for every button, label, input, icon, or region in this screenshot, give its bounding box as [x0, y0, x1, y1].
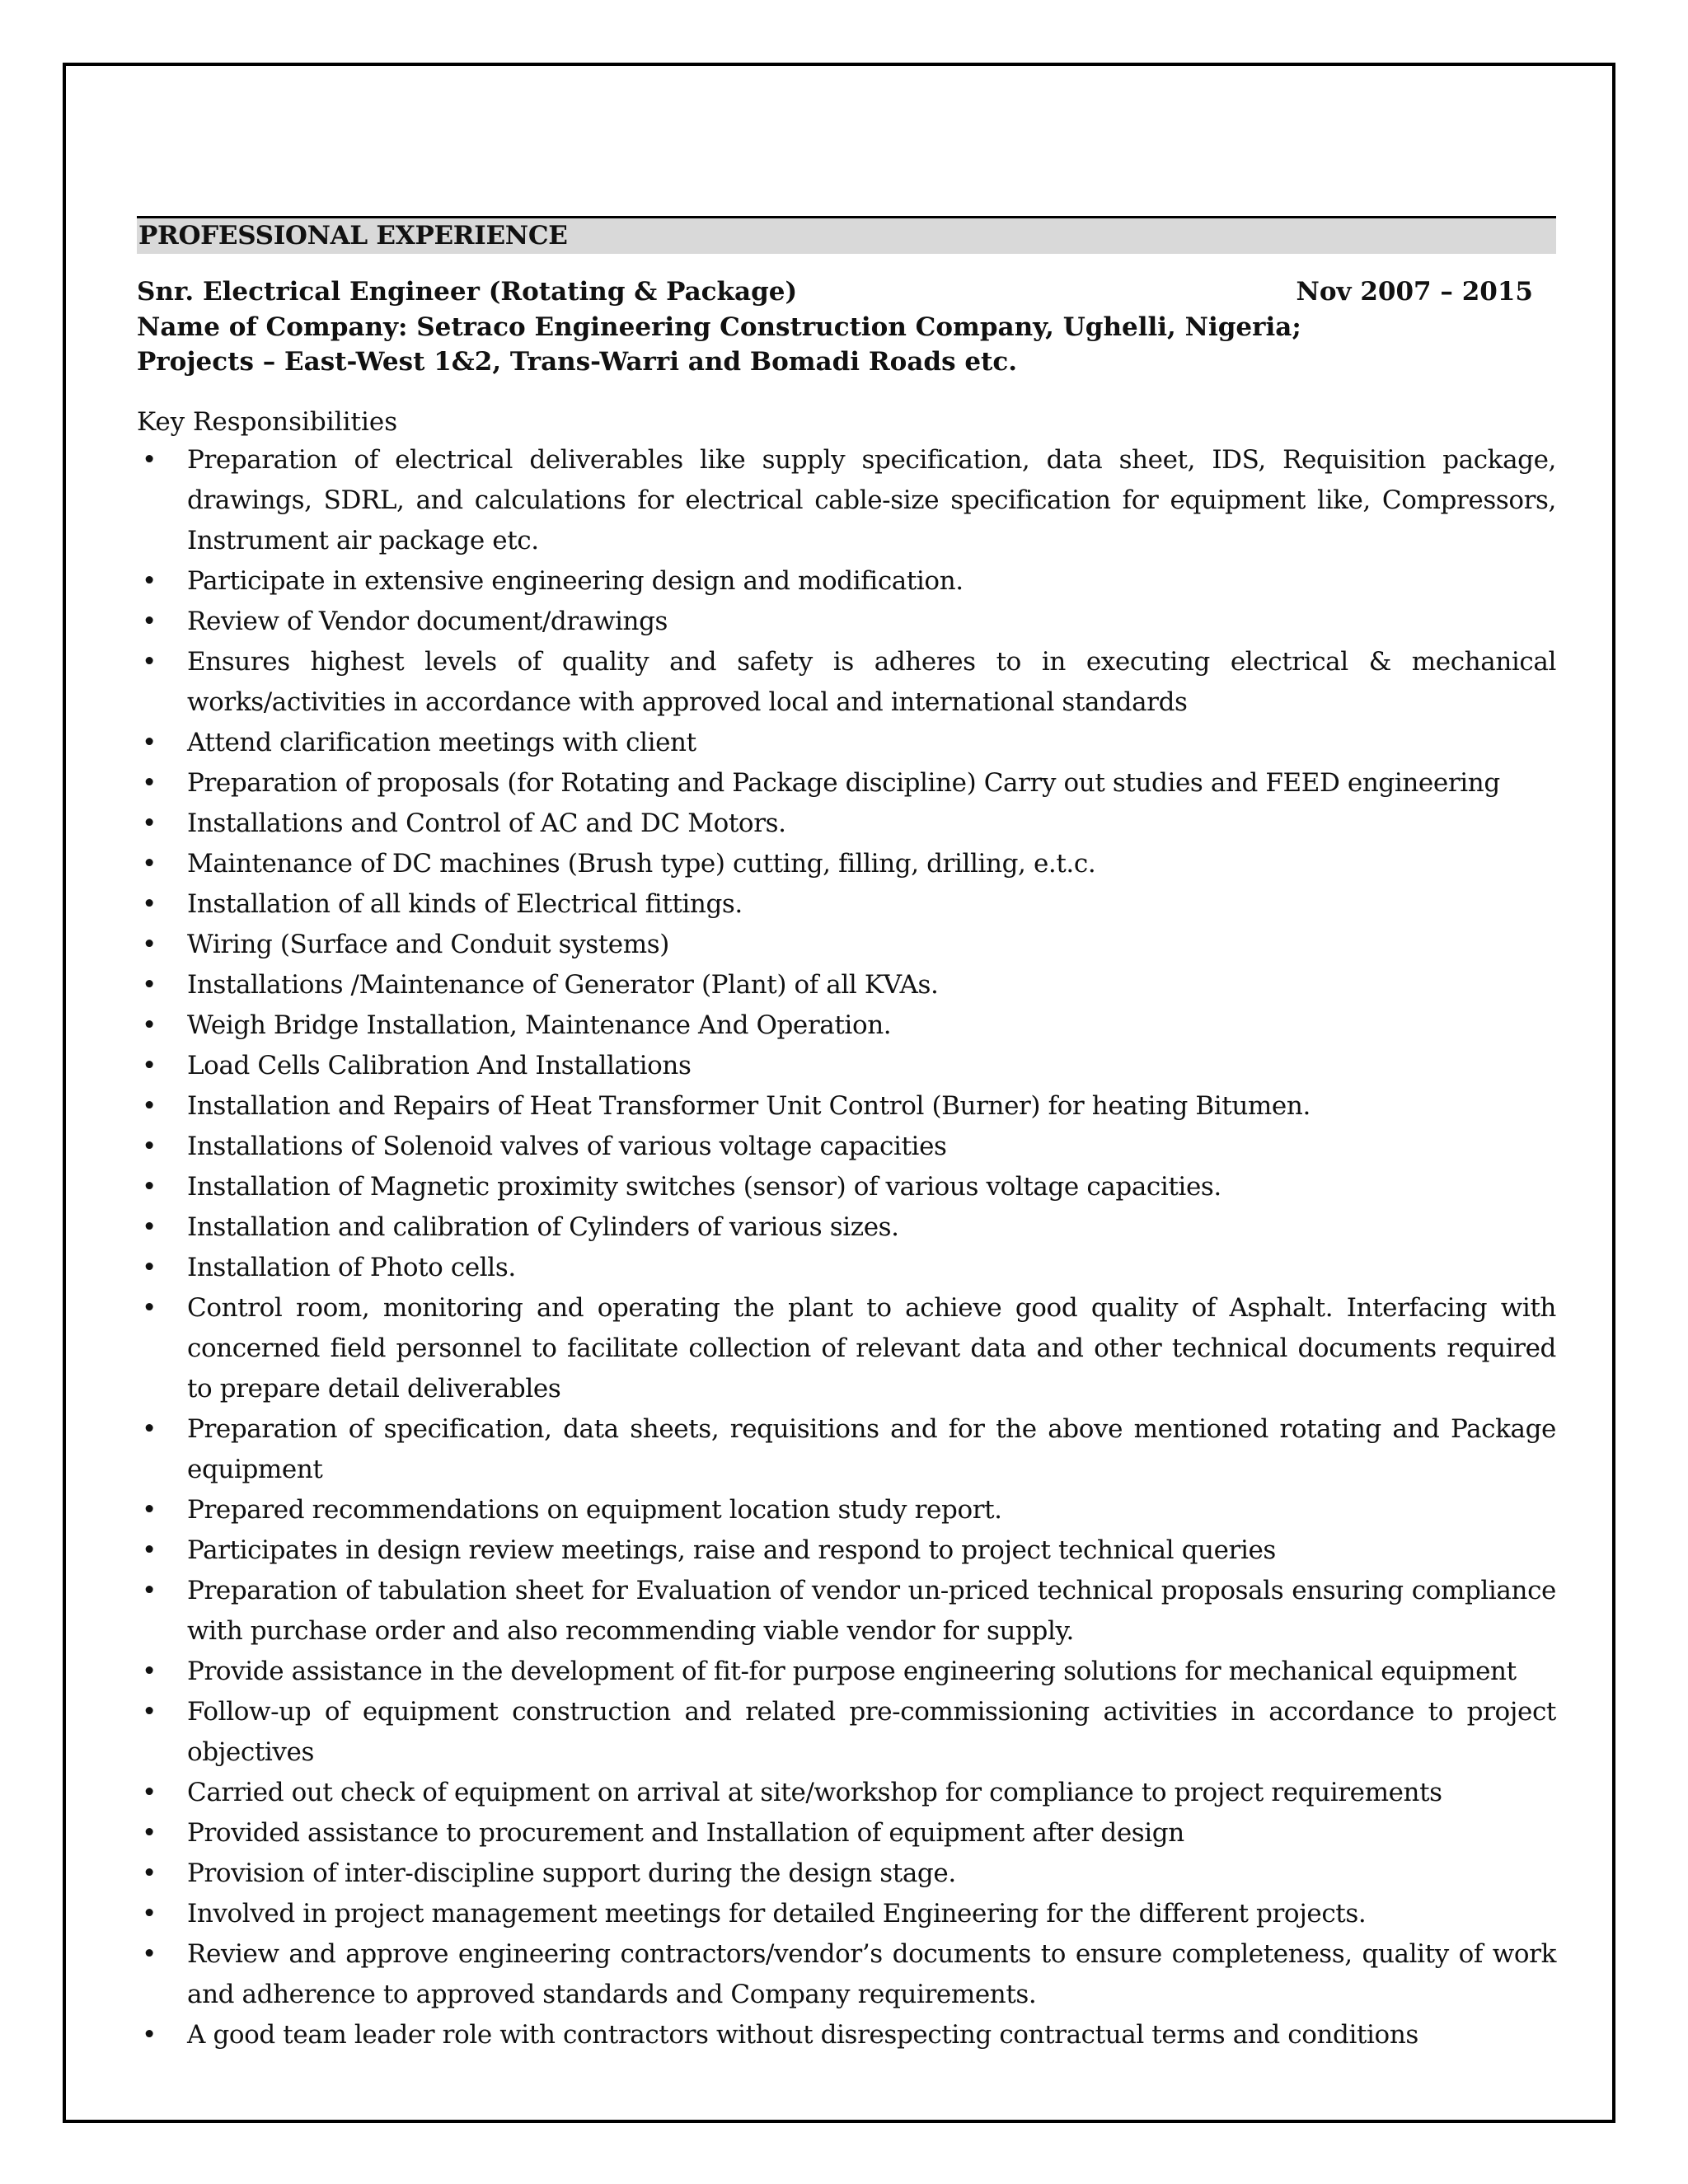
- bullet-icon: •: [142, 1132, 157, 1161]
- responsibility-text: Review of Vendor document/drawings: [187, 607, 668, 636]
- responsibility-item: [137, 561, 1556, 602]
- responsibility-text: Installation of all kinds of Electrical fittings.: [187, 889, 743, 919]
- responsibility-text: Review and approve engineering contractors/vendor’s documents to ensure completeness, quality of work and adherence to approved standards and Company requirements.: [187, 1939, 1556, 2009]
- responsibility-text: Preparation of electrical deliverables like supply specification, data sheet, IDS, Requisition package, drawings, SDRL, and calculations for electrical cable-size specification for equipment like, Compressors, Instrument air package etc.: [187, 445, 1556, 555]
- responsibility-item: [137, 642, 1556, 723]
- responsibility-text: Provision of inter-discipline support during the design stage.: [187, 1858, 956, 1888]
- bullet-icon: •: [142, 647, 157, 677]
- bullet-icon: •: [142, 1576, 157, 1605]
- responsibility-text: Load Cells Calibration And Installations: [187, 1051, 692, 1080]
- responsibilities-list: [137, 440, 1556, 2055]
- responsibility-text: Control room, monitoring and operating the plant to achieve good quality of Asphalt. Interfacing with concerned field personnel to facilitate collection of relevant data and other technical documents required to prepare detail deliverables: [187, 1293, 1556, 1404]
- responsibility-text: Installations of Solenoid valves of various voltage capacities: [187, 1132, 947, 1161]
- responsibility-item: [137, 440, 1556, 561]
- responsibility-text: Provide assistance in the development of fit-for purpose engineering solutions for mechanical equipment: [187, 1657, 1517, 1686]
- bullet-icon: •: [142, 849, 157, 879]
- responsibility-text: Prepared recommendations on equipment location study report.: [187, 1495, 1002, 1525]
- responsibility-text: Preparation of specification, data sheets, requisitions and for the above mentioned rotating and Package equipment: [187, 1414, 1556, 1484]
- bullet-icon: •: [142, 1697, 157, 1727]
- bullet-icon: •: [142, 930, 157, 959]
- responsibility-item: [137, 804, 1556, 844]
- projects-line: Projects – East-West 1&2, Trans-Warri and Bomadi Roads etc.: [137, 347, 1018, 377]
- responsibility-item: [137, 1167, 1556, 1207]
- bullet-icon: •: [142, 1778, 157, 1807]
- responsibility-item: [137, 1773, 1556, 1813]
- responsibility-item: [137, 1207, 1556, 1248]
- bullet-icon: •: [142, 1010, 157, 1040]
- responsibility-item: [137, 1652, 1556, 1692]
- responsibility-text: Installation and Repairs of Heat Transformer Unit Control (Burner) for heating Bitumen.: [187, 1091, 1311, 1121]
- responsibility-text: Participate in extensive engineering design and modification.: [187, 566, 964, 596]
- responsibility-item: [137, 1571, 1556, 1652]
- responsibility-text: Weigh Bridge Installation, Maintenance And Operation.: [187, 1010, 892, 1040]
- responsibility-text: Preparation of proposals (for Rotating and Package discipline) Carry out studies and FEED engineering: [187, 768, 1500, 798]
- responsibility-item: [137, 723, 1556, 763]
- responsibility-item: [137, 1248, 1556, 1288]
- responsibility-item: [137, 1894, 1556, 1934]
- responsibility-item: [137, 602, 1556, 642]
- responsibility-item: [137, 1490, 1556, 1530]
- responsibility-item: [137, 1934, 1556, 2015]
- responsibility-item: [137, 763, 1556, 804]
- responsibility-text: Installations and Control of AC and DC Motors.: [187, 808, 786, 838]
- responsibility-item: [137, 884, 1556, 925]
- responsibility-text: Participates in design review meetings, raise and respond to project technical queries: [187, 1535, 1276, 1565]
- responsibility-item: [137, 1530, 1556, 1571]
- responsibility-text: Follow-up of equipment construction and related pre-commissioning activities in accordance to project objectives: [187, 1697, 1556, 1767]
- responsibility-text: Installation of Photo cells.: [187, 1253, 516, 1282]
- responsibility-item: [137, 1288, 1556, 1409]
- responsibility-item: [137, 1854, 1556, 1894]
- responsibility-item: [137, 2015, 1556, 2055]
- bullet-icon: •: [142, 1818, 157, 1848]
- responsibility-item: [137, 1005, 1556, 1046]
- responsibility-item: [137, 1692, 1556, 1773]
- bullet-icon: •: [142, 607, 157, 636]
- bullet-icon: •: [142, 1212, 157, 1242]
- bullet-icon: •: [142, 1051, 157, 1080]
- section-title: PROFESSIONAL EXPERIENCE: [137, 216, 1556, 254]
- bullet-icon: •: [142, 1414, 157, 1444]
- responsibility-text: Provided assistance to procurement and Installation of equipment after design: [187, 1818, 1184, 1848]
- bullet-icon: •: [142, 566, 157, 596]
- responsibility-item: [137, 965, 1556, 1005]
- responsibility-item: [137, 925, 1556, 965]
- responsibility-text: Carried out check of equipment on arrival at site/workshop for compliance to project requirements: [187, 1778, 1442, 1807]
- bullet-icon: •: [142, 1535, 157, 1565]
- job-dates: Nov 2007 – 2015: [1296, 277, 1533, 307]
- responsibility-item: [137, 1127, 1556, 1167]
- responsibility-text: Wiring (Surface and Conduit systems): [187, 930, 669, 959]
- responsibilities-heading: Key Responsibilities: [137, 407, 398, 437]
- responsibility-text: Ensures highest levels of quality and safety is adheres to in executing electrical & mechanical works/activities in accordance with approved local and international standards: [187, 647, 1556, 717]
- bullet-icon: •: [142, 1253, 157, 1282]
- bullet-icon: •: [142, 1939, 157, 1969]
- responsibility-item: [137, 1046, 1556, 1086]
- responsibility-item: [137, 844, 1556, 884]
- bullet-icon: •: [142, 445, 157, 475]
- responsibility-text: A good team leader role with contractors without disrespecting contractual terms and conditions: [187, 2020, 1418, 2050]
- responsibility-text: Installation and calibration of Cylinders of various sizes.: [187, 1212, 899, 1242]
- bullet-icon: •: [142, 1495, 157, 1525]
- responsibility-text: Preparation of tabulation sheet for Evaluation of vendor un-priced technical proposals ensuring compliance with purchase order and also recommending viable vendor for supply.: [187, 1576, 1556, 1646]
- bullet-icon: •: [142, 2020, 157, 2050]
- bullet-icon: •: [142, 728, 157, 757]
- bullet-icon: •: [142, 1293, 157, 1323]
- responsibility-item: [137, 1409, 1556, 1490]
- bullet-icon: •: [142, 889, 157, 919]
- responsibility-text: Maintenance of DC machines (Brush type) cutting, filling, drilling, e.t.c.: [187, 849, 1096, 879]
- job-title: Snr. Electrical Engineer (Rotating & Package): [137, 277, 798, 307]
- resume-content: [137, 216, 1556, 2055]
- bullet-icon: •: [142, 808, 157, 838]
- responsibility-text: Installations /Maintenance of Generator (Plant) of all KVAs.: [187, 970, 939, 1000]
- company-name: Name of Company: Setraco Engineering Construction Company, Ughelli, Nigeria;: [137, 312, 1301, 342]
- responsibility-text: Attend clarification meetings with client: [187, 728, 696, 757]
- bullet-icon: •: [142, 1091, 157, 1121]
- bullet-icon: •: [142, 768, 157, 798]
- bullet-icon: •: [142, 1172, 157, 1202]
- bullet-icon: •: [142, 1657, 157, 1686]
- responsibility-item: [137, 1813, 1556, 1854]
- responsibility-text: Installation of Magnetic proximity switches (sensor) of various voltage capacities.: [187, 1172, 1221, 1202]
- responsibility-item: [137, 1086, 1556, 1127]
- bullet-icon: •: [142, 1899, 157, 1929]
- bullet-icon: •: [142, 1858, 157, 1888]
- responsibility-text: Involved in project management meetings for detailed Engineering for the different projects.: [187, 1899, 1367, 1929]
- job-header: [137, 274, 1556, 310]
- bullet-icon: •: [142, 970, 157, 1000]
